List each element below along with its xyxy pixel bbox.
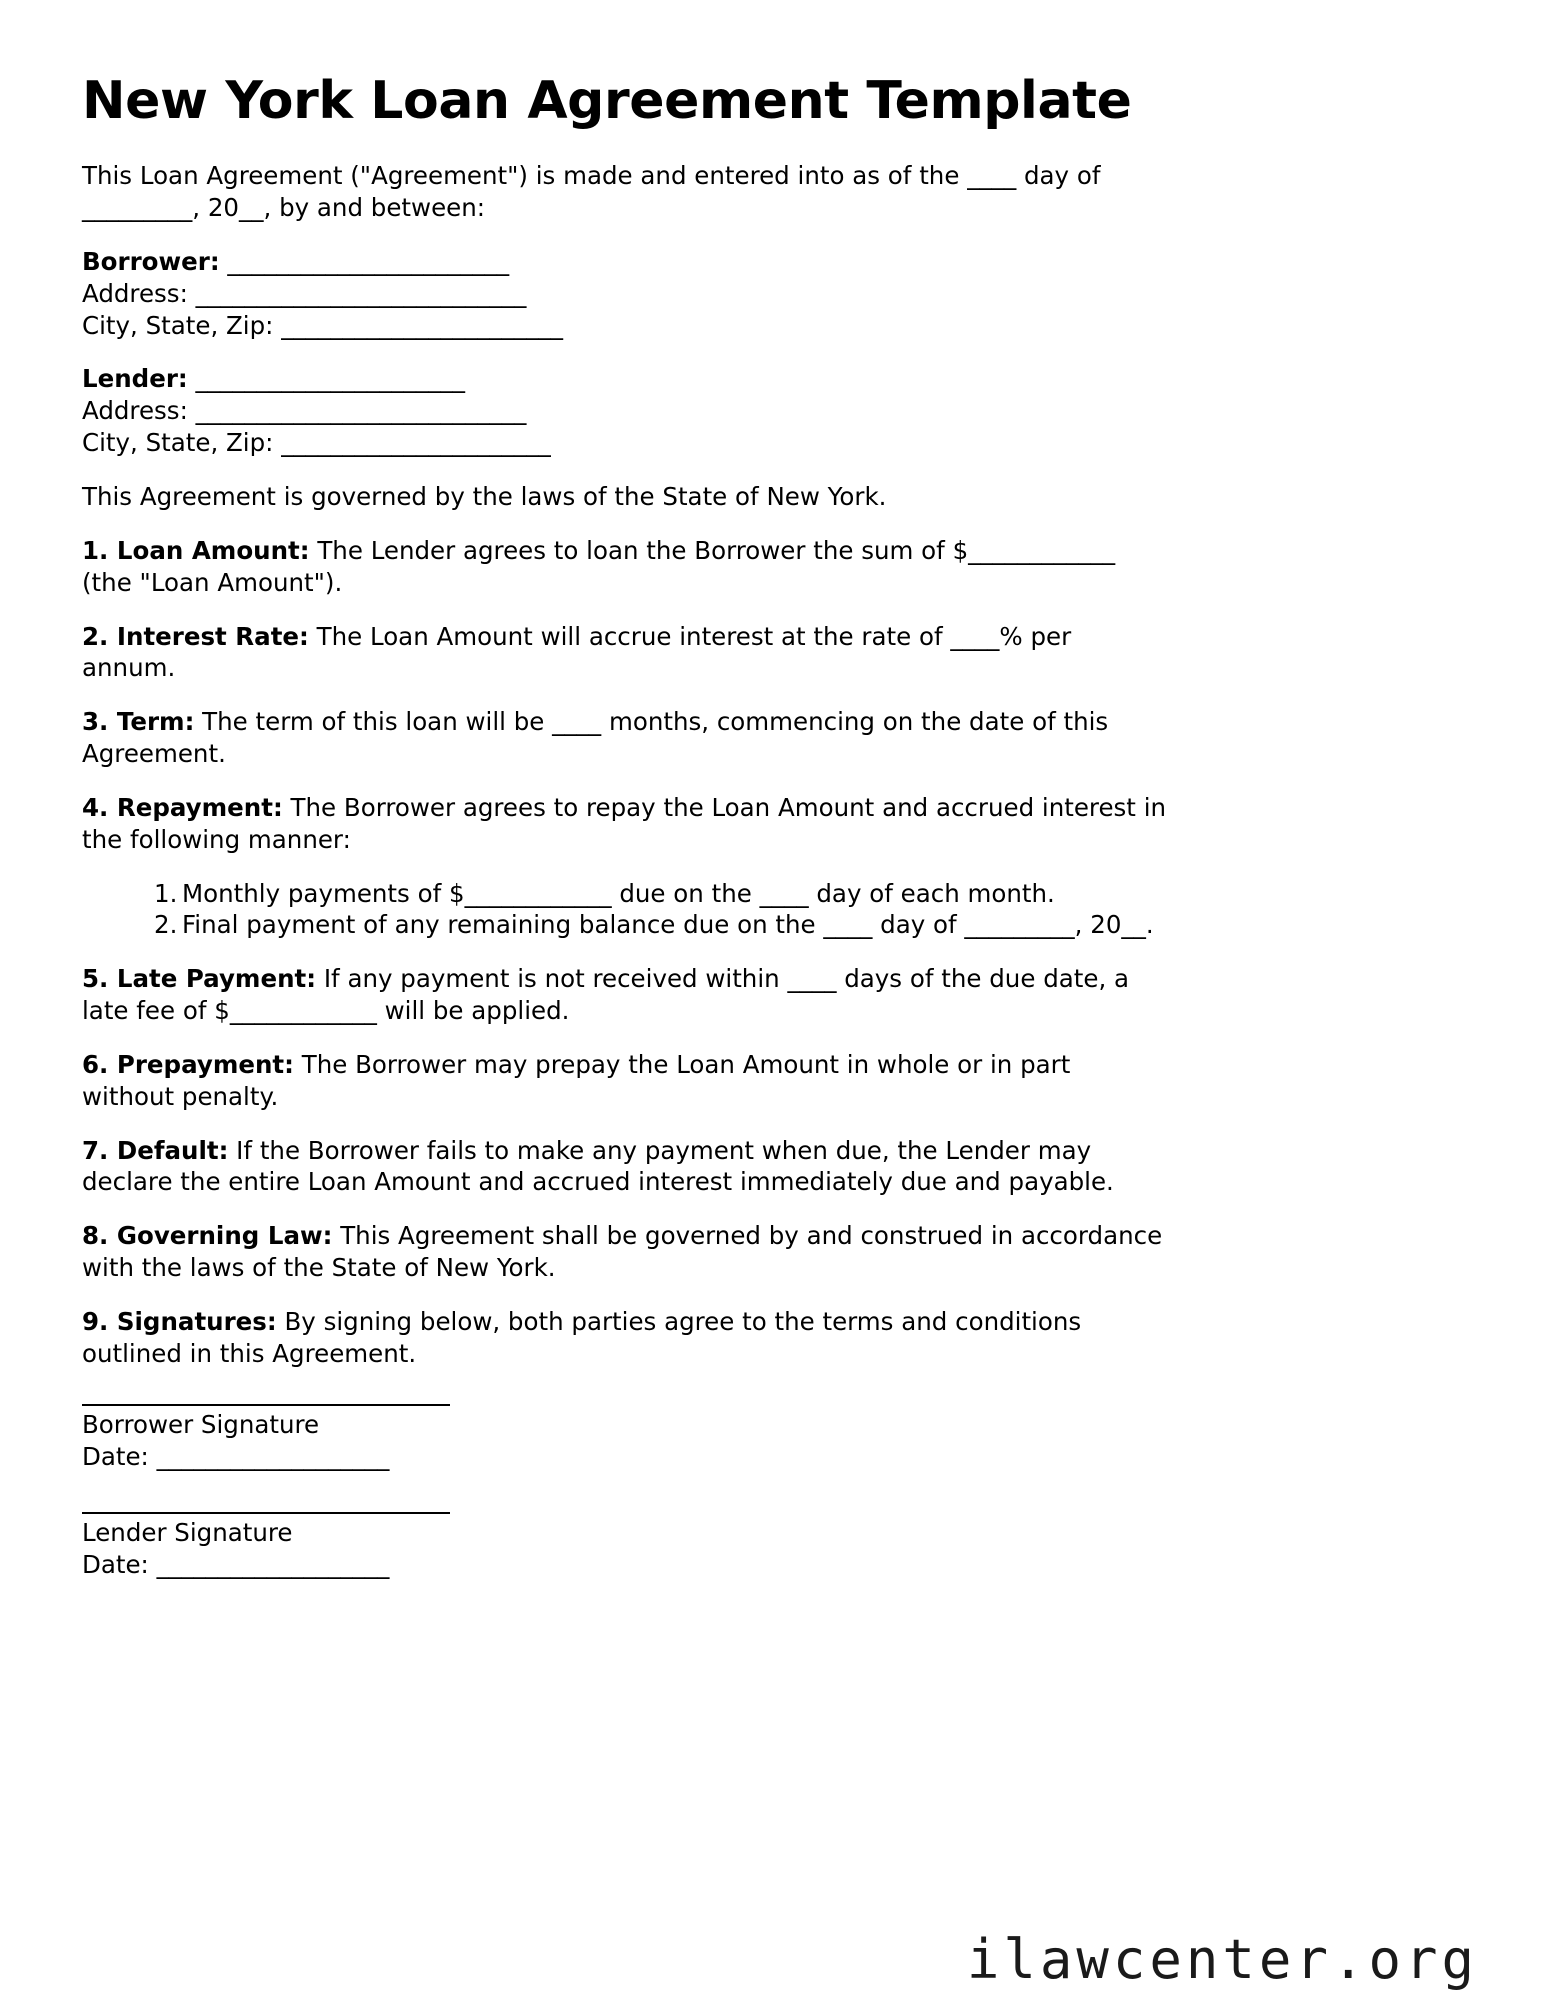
section-interest-rate xyxy=(82,621,1167,685)
section-body: The Lender agrees to loan the Borrower the sum of $____________ (the "Loan Amount"). xyxy=(82,535,1116,597)
section-heading: 3. Term: xyxy=(82,707,195,737)
lender-address-line: Address: ___________________________ xyxy=(82,396,527,426)
section-heading: 9. Signatures: xyxy=(82,1307,277,1337)
borrower-signature-block xyxy=(82,1404,1476,1473)
section-prepayment xyxy=(82,1049,1167,1113)
list-item-text: Final payment of any remaining balance due on the ____ day of _________, 20__. xyxy=(182,910,1154,940)
section-repayment xyxy=(82,792,1167,856)
borrower-signature-line[interactable] xyxy=(82,1404,450,1406)
lender-signature-line[interactable] xyxy=(82,1512,450,1514)
borrower-name-line xyxy=(82,246,1476,278)
governing-law-note: This Agreement is governed by the laws of the State of New York. xyxy=(82,481,887,511)
section-body: The term of this loan will be ____ months, commencing on the date of this Agreement. xyxy=(82,707,1109,769)
list-item-number: 1. xyxy=(154,878,178,908)
section-body: The Loan Amount will accrue interest at the rate of ____% per annum. xyxy=(82,621,1072,683)
section-default xyxy=(82,1135,1167,1199)
section-heading: 7. Default: xyxy=(82,1135,229,1165)
list-item xyxy=(154,909,1476,941)
section-body: The Borrower may prepay the Loan Amount in whole or in part without penalty. xyxy=(82,1049,1071,1111)
section-heading: 1. Loan Amount: xyxy=(82,535,310,565)
lender-name-blank: ______________________ xyxy=(187,364,466,394)
section-heading: 2. Interest Rate: xyxy=(82,621,309,651)
section-heading: 5. Late Payment: xyxy=(82,964,317,994)
section-heading: 8. Governing Law: xyxy=(82,1221,333,1251)
borrower-label: Borrower: xyxy=(82,246,220,276)
section-heading: 4. Repayment: xyxy=(82,792,283,822)
section-body: If the Borrower fails to make any payment when due, the Lender may declare the entire Loan Amount and accrued interest immediately due and payable. xyxy=(82,1135,1114,1197)
page-title: New York Loan Agreement Template xyxy=(82,71,1132,131)
repayment-item-list xyxy=(82,878,1476,942)
section-body: The Borrower agrees to repay the Loan Amount and accrued interest in the following manner: xyxy=(82,792,1167,854)
lender-city-line: City, State, Zip: ______________________ xyxy=(82,428,551,458)
section-loan-amount xyxy=(82,535,1167,599)
list-item-text: Monthly payments of $____________ due on the ____ day of each month. xyxy=(182,878,1055,908)
borrower-signature-label: Borrower Signature xyxy=(82,1409,320,1439)
section-signatures xyxy=(82,1306,1167,1370)
section-late-payment xyxy=(82,963,1167,1027)
section-body: This Agreement shall be governed by and construed in accordance with the laws of the State of New York. xyxy=(82,1221,1163,1283)
list-item-number: 2. xyxy=(154,910,178,940)
borrower-address-line: Address: ___________________________ xyxy=(82,278,527,308)
lender-name-line xyxy=(82,363,1476,395)
section-governing-law xyxy=(82,1220,1167,1284)
lender-signature-date: Date: ___________________ xyxy=(82,1550,390,1580)
intro-paragraph: This Loan Agreement ("Agreement") is made and entered into as of the ____ day of _________, 20__, by and between: xyxy=(82,161,1101,223)
site-watermark: ilawcenter.org xyxy=(966,1928,1478,1991)
borrower-name-blank: _______________________ xyxy=(219,246,510,276)
section-body: By signing below, both parties agree to the terms and conditions outlined in this Agreement. xyxy=(82,1307,1082,1368)
lender-signature-block xyxy=(82,1512,1476,1581)
lender-block xyxy=(82,363,1476,459)
lender-label: Lender: xyxy=(82,364,188,394)
borrower-city-line: City, State, Zip: _______________________ xyxy=(82,310,563,340)
section-body: If any payment is not received within ____ days of the due date, a late fee of $____________ will be applied. xyxy=(82,964,1130,1026)
section-heading: 6. Prepayment: xyxy=(82,1049,294,1079)
borrower-block xyxy=(82,246,1476,342)
lender-signature-label: Lender Signature xyxy=(82,1518,293,1548)
section-term xyxy=(82,706,1167,770)
list-item xyxy=(154,878,1476,910)
borrower-signature-date: Date: ___________________ xyxy=(82,1441,390,1471)
